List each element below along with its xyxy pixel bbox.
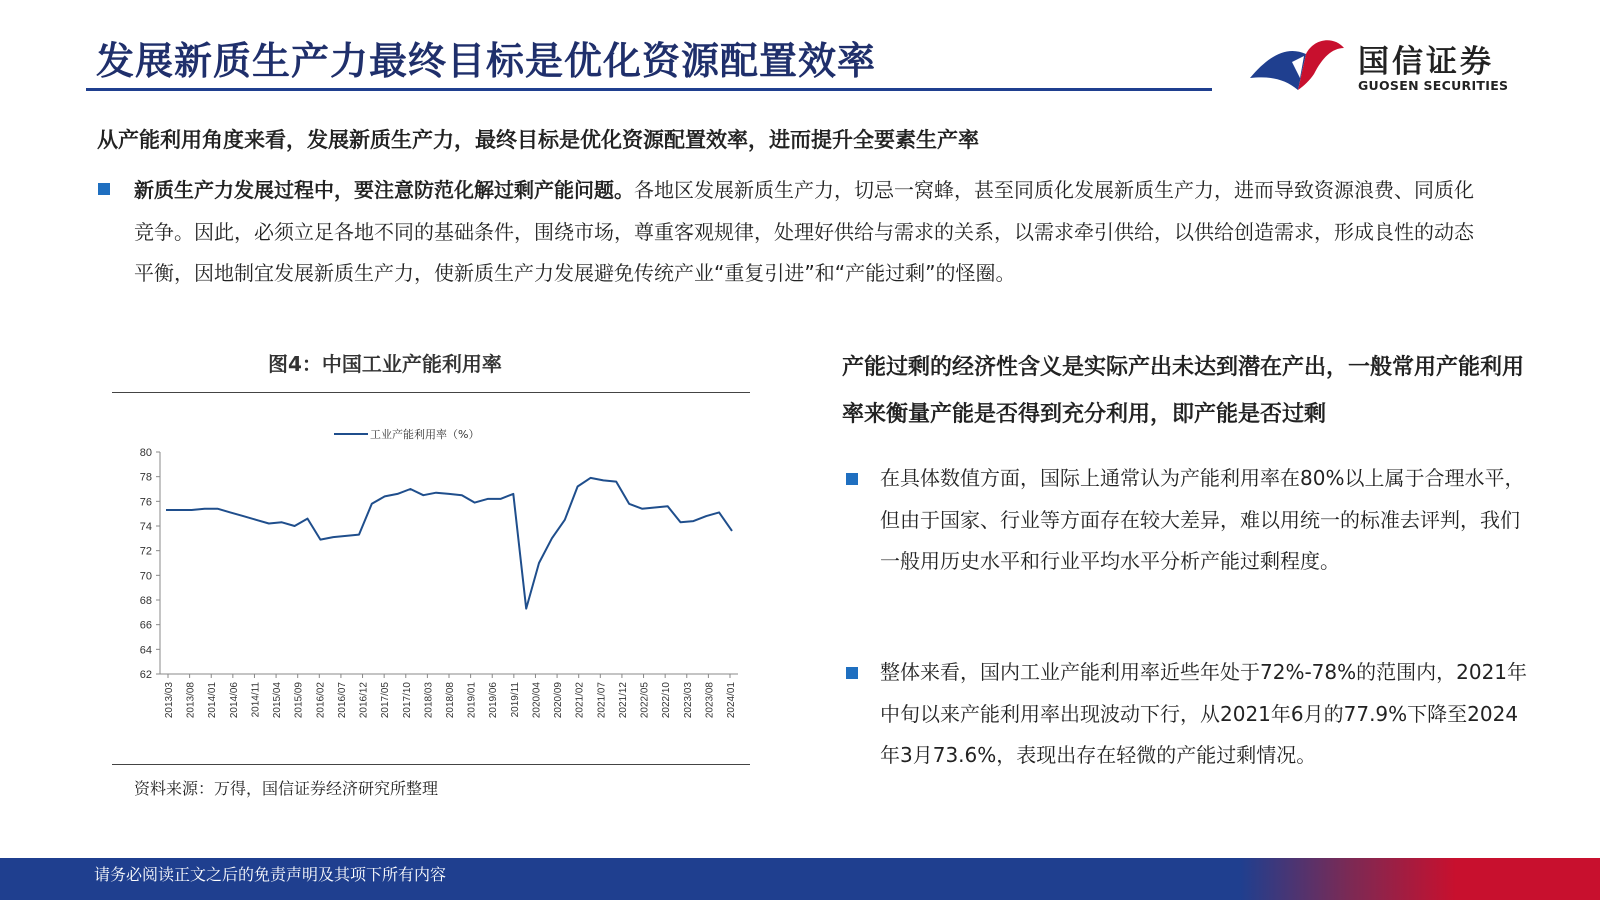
x-tick-label: 2014/06	[228, 682, 240, 719]
right-paragraph-2: 整体来看，国内工业产能利用率近些年处于72%-78%的范围内，2021年中旬以来产能利用率出现波动下行，从2021年6月的77.9%下降至2024年3月73.6%，表现出存在轻微的产能过剩情况。	[880, 660, 1528, 767]
y-tick-label: 68	[139, 595, 152, 607]
y-tick-label: 64	[139, 644, 152, 657]
section-headline: 从产能利用角度来看，发展新质生产力，最终目标是优化资源配置效率，进而提升全要素生产率	[97, 128, 979, 152]
right-heading: 产能过剩的经济性含义是实际产出未达到潜在产出，一般常用产能利用率来衡量产能是否得到充分利用，即产能是否过剩	[842, 355, 1525, 427]
paragraph-text: 各地区发展新质生产力，切忌一窝蜂，甚至同质化发展新质生产力，进而导致资源浪费、同质化竞争。因此，必须立足各地不同的基础条件，围绕市场，尊重客观规律，处理好供给与需求的关系，以需求牵引供给，以供给创造需求，形成良性的动态平衡，因地制宜发展新质生产力，使新质生产力发展避免传统产业“重复引进”和“产能过剩”的怪圈。	[134, 178, 1474, 285]
bullet-square-icon	[846, 667, 858, 679]
x-tick-label: 2018/03	[423, 682, 435, 719]
y-tick-label: 66	[139, 619, 152, 632]
y-tick-label: 70	[139, 570, 152, 583]
y-tick-label: 80	[139, 447, 152, 459]
y-tick-label: 76	[139, 496, 152, 509]
x-tick-label: 2019/06	[488, 682, 500, 719]
x-tick-label: 2022/05	[639, 682, 651, 719]
x-tick-label: 2016/07	[336, 682, 348, 719]
x-tick-label: 2020/04	[531, 682, 543, 719]
x-tick-label: 2019/11	[509, 682, 521, 718]
logo-text-en: GUOSEN SECURITIES	[1358, 78, 1509, 93]
y-tick-label: 78	[139, 471, 152, 484]
x-tick-label: 2015/09	[293, 682, 305, 719]
title-underline	[86, 88, 1212, 91]
x-tick-label: 2016/12	[358, 682, 370, 719]
x-tick-label: 2021/07	[596, 682, 608, 719]
x-tick-label: 2020/09	[553, 682, 565, 719]
paragraph-lead: 新质生产力发展过程中，要注意防范化解过剩产能问题。	[134, 178, 634, 202]
x-tick-label: 2013/08	[185, 682, 197, 719]
legend-label: 工业产能利用率（%）	[370, 428, 480, 441]
y-tick-label: 74	[139, 521, 152, 533]
bullet-square-icon	[98, 183, 110, 195]
x-tick-label: 2014/01	[207, 682, 219, 719]
bullet-square-icon	[846, 473, 858, 485]
x-tick-label: 2018/08	[445, 682, 456, 719]
x-tick-label: 2013/03	[164, 682, 175, 719]
x-tick-label: 2014/11	[250, 682, 262, 718]
footer-accent	[1240, 858, 1600, 900]
page-title: 发展新质生产力最终目标是优化资源配置效率	[96, 39, 877, 83]
figure-bottom-rule	[112, 764, 750, 765]
x-tick-label: 2016/02	[315, 682, 327, 719]
x-tick-label: 2023/03	[682, 682, 694, 719]
y-tick-label: 72	[139, 545, 152, 558]
x-tick-label: 2017/05	[380, 682, 392, 719]
footer-disclaimer: 请务必阅读正文之后的免责声明及其项下所有内容	[94, 865, 447, 884]
figure-title: 图4：中国工业产能利用率	[268, 352, 502, 376]
x-tick-label: 2021/12	[617, 682, 629, 719]
x-tick-label: 2022/10	[661, 682, 673, 719]
series-line	[166, 478, 732, 609]
x-tick-label: 2024/01	[726, 682, 737, 719]
figure-source: 资料来源：万得，国信证券经济研究所整理	[134, 779, 439, 798]
body-paragraph	[134, 170, 1474, 295]
x-tick-label: 2023/08	[704, 682, 716, 719]
logo-mark-icon	[1248, 34, 1352, 94]
x-tick-label: 2017/10	[401, 682, 413, 719]
x-tick-label: 2021/02	[574, 682, 586, 719]
right-paragraph-1: 在具体数值方面，国际上通常认为产能利用率在80%以上属于合理水平，但由于国家、行业等方面存在较大差异，难以用统一的标准去评判，我们一般用历史水平和行业平均水平分析产能过剩程度。	[880, 466, 1525, 573]
figure-top-rule	[112, 392, 750, 393]
capacity-utilization-chart	[112, 410, 750, 760]
y-tick-label: 62	[139, 669, 152, 681]
logo-text-cn: 国信证券	[1358, 44, 1494, 80]
x-tick-label: 2015/04	[272, 682, 284, 719]
brand-logo	[1248, 34, 1578, 96]
x-tick-label: 2019/01	[466, 682, 478, 719]
